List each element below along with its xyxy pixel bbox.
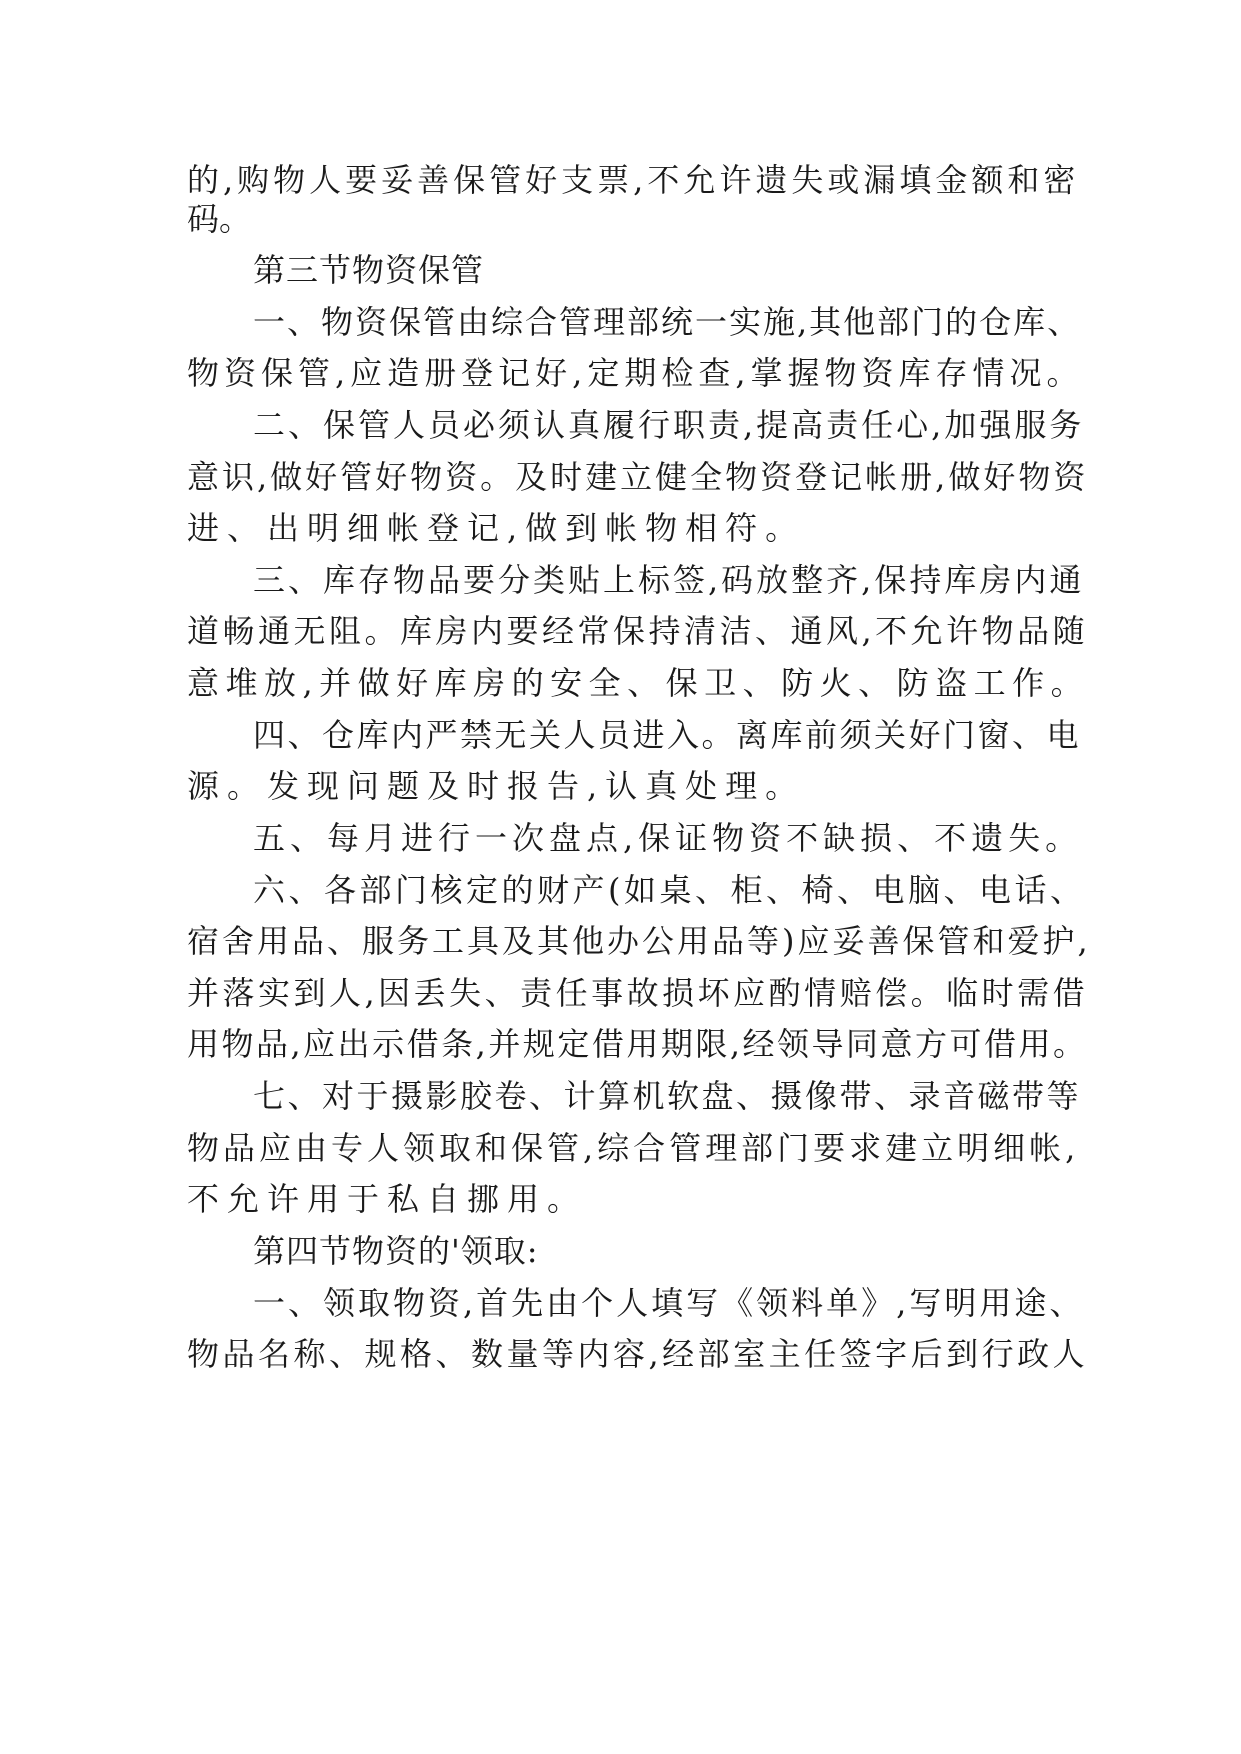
text-line: 意识,做好管好物资。及时建立健全物资登记帐册,做好物资: [187, 458, 1089, 496]
text-line: 物品应由专人领取和保管,综合管理部门要求建立明细帐,: [187, 1129, 1080, 1167]
text-line: 进、出明细帐登记,做到帐物相符。: [187, 509, 806, 547]
text-line: 四、仓库内严禁无关人员进入。离库前须关好门窗、电: [253, 716, 1082, 754]
text-line: 用物品,应出示借条,并规定借用期限,经领导同意方可借用。: [187, 1025, 1088, 1063]
text-line: 物资保管,应造册登记好,定期检查,掌握物资库存情况。: [187, 354, 1084, 392]
text-line: 宿舍用品、服务工具及其他办公用品等)应妥善保管和爱护,: [187, 922, 1091, 960]
text-line: 一、物资保管由综合管理部统一实施,其他部门的仓库、: [253, 303, 1082, 341]
text-line: 码。: [187, 200, 252, 238]
text-line: 道畅通无阻。库房内要经常保持清洁、通风,不允许物品随: [187, 612, 1089, 650]
text-line: 的,购物人要妥善保管好支票,不允许遗失或漏填金额和密: [187, 161, 1080, 199]
section-heading: 第三节物资保管: [253, 251, 485, 289]
text-line: 并落实到人,因丢失、责任事故损坏应酌情赔偿。临时需借: [187, 974, 1089, 1012]
text-line: 三、库存物品要分类贴上标签,码放整齐,保持库房内通: [253, 561, 1085, 599]
text-line: 一、领取物资,首先由个人填写《领料单》,写明用途、: [253, 1284, 1085, 1322]
text-line: 五、每月进行一次盘点,保证物资不缺损、不遗失。: [253, 819, 1083, 857]
text-line: 六、各部门核定的财产(如桌、柜、椅、电脑、电话、: [253, 871, 1086, 909]
text-line: 不允许用于私自挪用。: [187, 1180, 588, 1218]
text-line: 七、对于摄影胶卷、计算机软盘、摄像带、录音磁带等: [253, 1077, 1082, 1115]
text-line: 二、保管人员必须认真履行职责,提高责任心,加强服务: [253, 406, 1085, 444]
text-line: 源。发现问题及时报告,认真处理。: [187, 767, 806, 805]
text-line: 意堆放,并做好库房的安全、保卫、防火、防盗工作。: [187, 664, 1090, 702]
text-line: 物品名称、规格、数量等内容,经部室主任签字后到行政人: [187, 1335, 1089, 1373]
section-heading: 第四节物资的'领取:: [253, 1232, 539, 1270]
